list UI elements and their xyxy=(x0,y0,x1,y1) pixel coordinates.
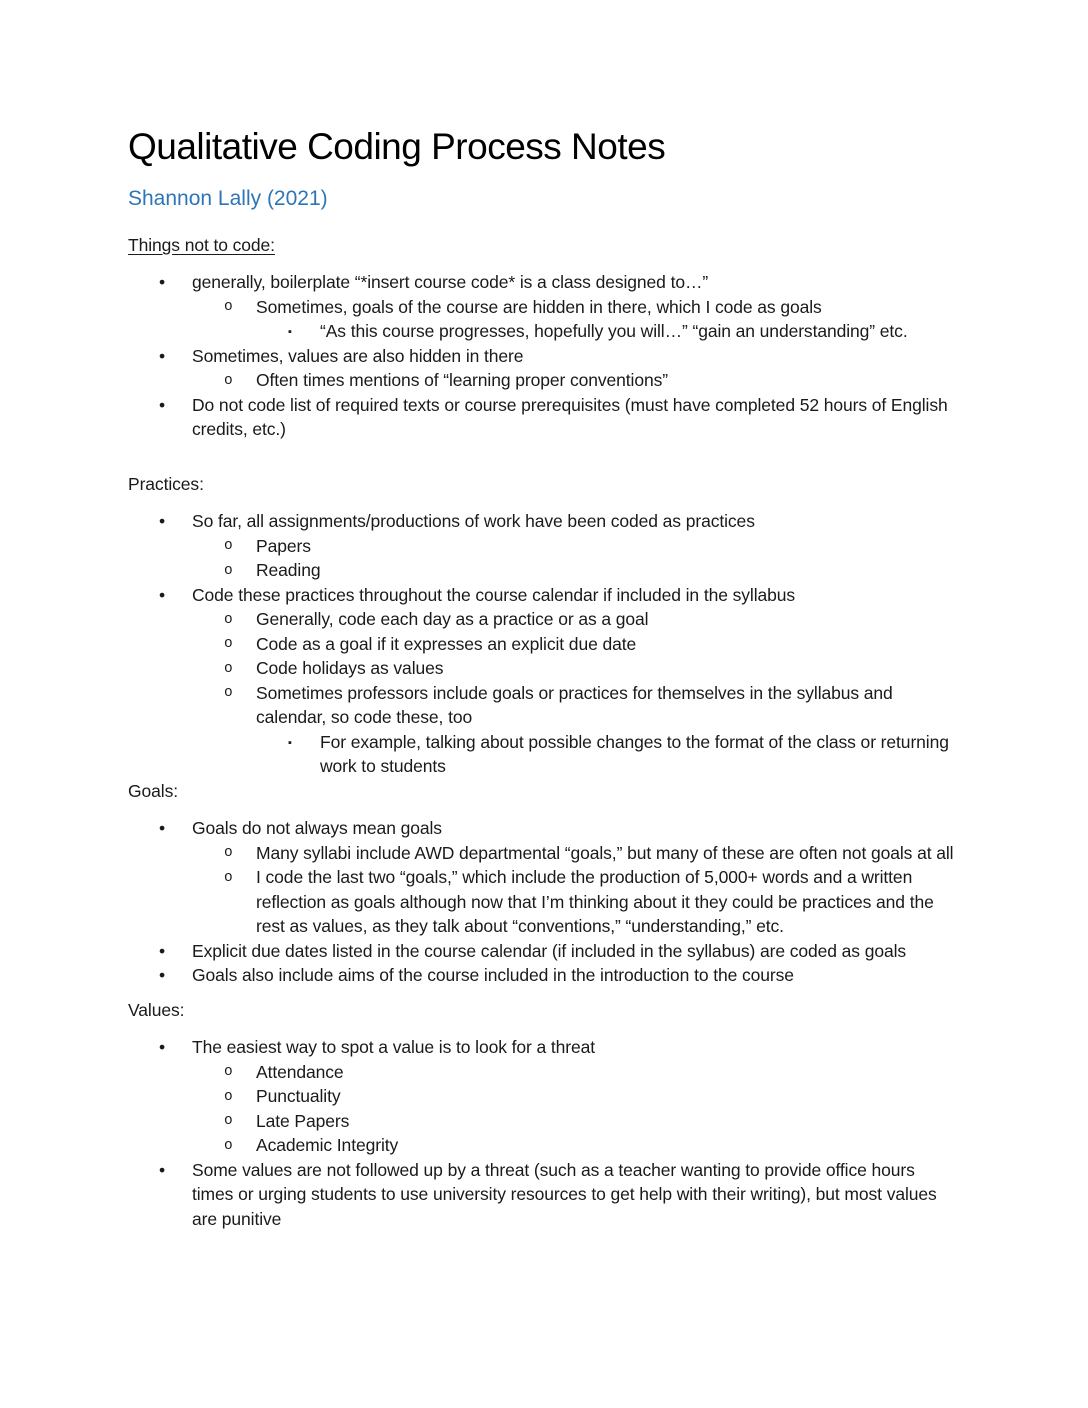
list-item-text: Code these practices throughout the course calendar if included in the syllabus xyxy=(192,584,796,605)
list-item-text: Punctuality xyxy=(256,1086,341,1107)
square-icon: ▪ xyxy=(288,736,292,749)
circle-icon: o xyxy=(224,538,233,555)
list-item xyxy=(128,681,960,730)
list-item xyxy=(128,583,960,608)
list-item-text: Goals also include aims of the course included in the introduction to the course xyxy=(192,965,794,986)
circle-icon: o xyxy=(224,1088,233,1105)
list-item-text: Many syllabi include AWD departmental “goals,” but many of these are often not goals at all xyxy=(256,842,954,863)
circle-icon: o xyxy=(224,685,233,702)
bullet-icon: • xyxy=(159,965,166,986)
circle-icon: o xyxy=(224,562,233,579)
bullet-icon: • xyxy=(159,584,166,605)
list-item xyxy=(128,270,960,295)
list-item xyxy=(128,295,960,320)
bullet-icon: • xyxy=(159,394,166,415)
bullet-list xyxy=(128,509,960,779)
list-item-text: Do not code list of required texts or course prerequisites (must have completed 52 hours of English credits, etc.) xyxy=(192,394,948,440)
bullet-icon: • xyxy=(159,818,166,839)
list-item-text: I code the last two “goals,” which include the production of 5,000+ words and a written reflection as goals although now that I’m thinking about it they could be practices and the rest as values, as they talk about “conventions,” “understanding,” etc. xyxy=(256,867,934,937)
list-item xyxy=(128,939,960,964)
document-section xyxy=(128,233,960,442)
document-body xyxy=(128,233,960,1232)
list-item xyxy=(128,656,960,681)
list-item-text: Sometimes professors include goals or practices for themselves in the syllabus and calendar, so code these, too xyxy=(256,682,893,728)
document-section xyxy=(128,472,960,779)
list-item-text: Code holidays as values xyxy=(256,658,444,679)
bullet-icon: • xyxy=(159,1037,166,1058)
list-item xyxy=(128,1035,960,1060)
circle-icon: o xyxy=(224,1064,233,1081)
list-item xyxy=(128,1158,960,1232)
bullet-list xyxy=(128,816,960,988)
list-item xyxy=(128,841,960,866)
section-heading: Things not to code: xyxy=(128,234,275,255)
list-item xyxy=(128,509,960,534)
list-item-text: Generally, code each day as a practice or as a goal xyxy=(256,609,649,630)
section-heading: Practices: xyxy=(128,473,204,494)
list-item xyxy=(128,865,960,939)
list-item xyxy=(128,963,960,988)
bullet-list xyxy=(128,270,960,442)
list-item-text: Explicit due dates listed in the course calendar (if included in the syllabus) are coded as goals xyxy=(192,940,907,961)
circle-icon: o xyxy=(224,611,233,628)
bullet-list xyxy=(128,1035,960,1231)
list-item-text: Attendance xyxy=(256,1061,344,1082)
list-item xyxy=(128,1109,960,1134)
list-item-text: “As this course progresses, hopefully you will…” “gain an understanding” etc. xyxy=(320,321,908,342)
section-heading: Values: xyxy=(128,999,185,1020)
list-item xyxy=(128,1060,960,1085)
list-item-text: Reading xyxy=(256,560,321,581)
document-section xyxy=(128,779,960,988)
document-author: Shannon Lally (2021) xyxy=(128,186,328,210)
list-item-text: Late Papers xyxy=(256,1110,350,1131)
list-item-text: Some values are not followed up by a threat (such as a teacher wanting to provide office hours times or urging students to use university resources to get help with their writing), but most values are punitive xyxy=(192,1159,937,1229)
circle-icon: o xyxy=(224,372,233,389)
list-item-text: The easiest way to spot a value is to look for a threat xyxy=(192,1037,596,1058)
bullet-icon: • xyxy=(159,940,166,961)
bullet-icon: • xyxy=(159,1159,166,1180)
list-item-text: Goals do not always mean goals xyxy=(192,818,442,839)
list-item-text: For example, talking about possible changes to the format of the class or returning work to students xyxy=(320,731,949,777)
list-item xyxy=(128,816,960,841)
circle-icon: o xyxy=(224,845,233,862)
square-icon: ▪ xyxy=(288,326,292,339)
list-item-text: Sometimes, goals of the course are hidden in there, which I code as goals xyxy=(256,296,822,317)
circle-icon: o xyxy=(224,869,233,886)
list-item xyxy=(128,730,960,779)
list-item-text: Papers xyxy=(256,535,311,556)
circle-icon: o xyxy=(224,660,233,677)
list-item-text: Code as a goal if it expresses an explicit due date xyxy=(256,633,637,654)
section-heading: Goals: xyxy=(128,780,178,801)
circle-icon: o xyxy=(224,299,233,316)
list-item xyxy=(128,319,960,344)
list-item xyxy=(128,534,960,559)
list-item-text: So far, all assignments/productions of work have been coded as practices xyxy=(192,511,755,532)
list-item xyxy=(128,632,960,657)
bullet-icon: • xyxy=(159,345,166,366)
circle-icon: o xyxy=(224,636,233,653)
list-item xyxy=(128,368,960,393)
circle-icon: o xyxy=(224,1113,233,1130)
list-item-text: Academic Integrity xyxy=(256,1135,399,1156)
list-item xyxy=(128,1084,960,1109)
list-item-text: Sometimes, values are also hidden in there xyxy=(192,345,524,366)
bullet-icon: • xyxy=(159,272,166,293)
circle-icon: o xyxy=(224,1137,233,1154)
list-item xyxy=(128,607,960,632)
document-section xyxy=(128,998,960,1232)
list-item xyxy=(128,558,960,583)
list-item xyxy=(128,393,960,442)
list-item xyxy=(128,344,960,369)
list-item-text: Often times mentions of “learning proper conventions” xyxy=(256,370,668,391)
document-title: Qualitative Coding Process Notes xyxy=(128,126,666,167)
list-item xyxy=(128,1133,960,1158)
list-item-text: generally, boilerplate “*insert course code* is a class designed to…” xyxy=(192,272,709,293)
bullet-icon: • xyxy=(159,511,166,532)
